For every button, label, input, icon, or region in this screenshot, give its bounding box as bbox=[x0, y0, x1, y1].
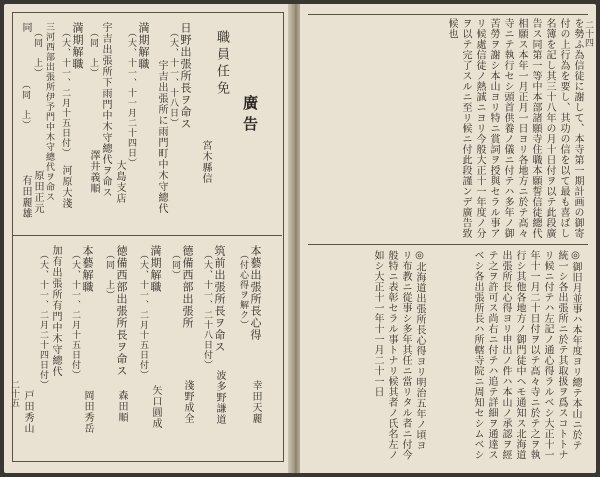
entry-2-note: （大、十一、十一月二十四日） bbox=[126, 28, 136, 168]
ad-divider bbox=[12, 235, 282, 236]
entry-3-title: 宇吉出張所下雨門中木守總代ヲ命ス bbox=[100, 22, 111, 198]
lower-entry-5-title: 徳備西部出張所長ヲ命ス bbox=[115, 245, 128, 377]
right-mid-rule bbox=[308, 244, 588, 245]
notice-sub: 宮木縣信 bbox=[200, 140, 211, 184]
lower-entry-4-name: 矢口圓成 bbox=[150, 385, 161, 429]
lower-entry-4-note: （大、十一、二月十五日付） bbox=[138, 250, 148, 380]
lower-entry-3-name: 淺野成全 bbox=[182, 380, 193, 424]
upper-article-text: を勢ふ為信徒に謝して、本寺第一期計画の御寄付の上行為を要し、其功の信を以て最も喜ばし名簿を記し其三十八年の月十日付ヲ以テ此段廣告ス同第一等中本部諸願寺住職本願誓信徒總代相願ス本年一月正月一日ヨリ各地方ニ於テ高々寺ニテ執行セシ頭首供養ノ儀ニ付テハ多年ノ御苦勞ヲ謝シ本山ヨリ特ニ賞詞ヲ授與セラル事アリ候處信徒ノ熱誠ニヨリ今般大正十一年度ノ分ヲ以テ完了スルニ至リ候ニ付此段謹ンデ廣告致候也 bbox=[446, 18, 583, 239]
lower-entry-7-name: 戸田秀山 bbox=[22, 390, 33, 434]
entry-5-title: 三河西部出張所伊予門中木守總代ヲ命ス bbox=[44, 22, 54, 202]
entry-4-note: （大、十一、二月十五日付） bbox=[60, 28, 70, 158]
lower-entry-3-title: 德備西部出張所 bbox=[181, 245, 194, 329]
lower-entry-1-note: （付心得ヲ解ク） bbox=[238, 250, 248, 330]
lower-article-text: ◎御旧月並事ハ本年度ヨリ總テ本山ニ於テ統一シ各出張所ニ於テ其取扱ヲ爲スコトトナリ候ニ付テハ左記ノ通心得ラルベシ大正十一年十一月二十日付ヲ以テ高々寺ニ於テ之ヲ執行シ其他各地方ノ御門徒中ヘモ通知ス北海道出張所長心得ヨリ申出ノ件ハ本山ノ承認ヲ經テ之ヲ許可ス尚右ニ付テハ追テ詳細ヲ通達スベシ各出張所長ハ所轄寺院ニ周知セシムベシ bbox=[472, 250, 581, 460]
lower-entry-2-name: 波多野謙道 bbox=[214, 370, 225, 425]
entry-1-name: 宇吉出張所に雨門町中木守總代 bbox=[156, 60, 167, 214]
entry-4-name: 河原大淺 bbox=[60, 165, 71, 209]
lower-entry-7-note: （大、十一、二月二十四日付） bbox=[38, 250, 48, 390]
lower-entry-5-name: 森田順 bbox=[116, 390, 127, 423]
notice-heading: 職員任免 bbox=[214, 30, 229, 98]
lower-entry-4-title: 満期解職 bbox=[149, 245, 162, 293]
right-top-rule bbox=[308, 14, 588, 15]
entry-5-name: 原田正元 bbox=[32, 170, 43, 214]
right-page-folio: 二十四 bbox=[583, 20, 593, 47]
entry-2-name: 大島支店 bbox=[114, 160, 125, 204]
entry-1-note: （大、十一、十八日） bbox=[168, 28, 178, 128]
lower-entry-6-name: 岡田秀岳 bbox=[82, 390, 93, 434]
entry-2-title: 満期解職 bbox=[137, 22, 150, 70]
lower-entry-7-title: 加有出張所有門中木守總代 bbox=[50, 245, 61, 377]
ad-heading: 廣告 bbox=[241, 95, 259, 137]
entry-3-note: （同 上） bbox=[88, 28, 98, 78]
left-page-folio: 二十五 bbox=[9, 380, 19, 407]
entry-6-title: 同 bbox=[20, 22, 31, 33]
entry-5-note: （同 上） bbox=[32, 28, 42, 78]
lower-entry-2-note: （大、十一、二十八日付） bbox=[202, 250, 212, 370]
lower-entry-5-note: （同 上） bbox=[104, 250, 114, 300]
lower-entry-3-note: （同） bbox=[170, 250, 180, 280]
lower-article-text-2: ◎北海道出張所長心得ヨリ明治五年ノ頃ヨリ布教ニ從事シ多年其任ニ當リタル者ニ付今般特ニ表彰セラル事トナリ候其者ノ氏名左ノ如シ大正十一年十一月二十一日 bbox=[372, 250, 425, 460]
lower-entry-6-note: （大、十一、二月十五日付） bbox=[70, 250, 80, 380]
entry-1-title: 日野出張所長ヲ命ス bbox=[179, 22, 192, 130]
lower-entry-6-title: 本藝解職 bbox=[81, 245, 94, 293]
entry-6-note: （同 上） bbox=[20, 80, 30, 130]
lower-entry-1-name: 幸田天麗 bbox=[250, 380, 261, 424]
lower-entry-2-title: 筑前出張所長ヲ命ス bbox=[213, 245, 226, 353]
entry-4-title: 満期解職 bbox=[71, 22, 84, 70]
entry-6-name: 有田麗雄 bbox=[20, 175, 31, 219]
lower-entry-1-title: 本藝出張所長心得 bbox=[249, 245, 262, 341]
entry-3-name: 澤井義順 bbox=[88, 150, 99, 194]
